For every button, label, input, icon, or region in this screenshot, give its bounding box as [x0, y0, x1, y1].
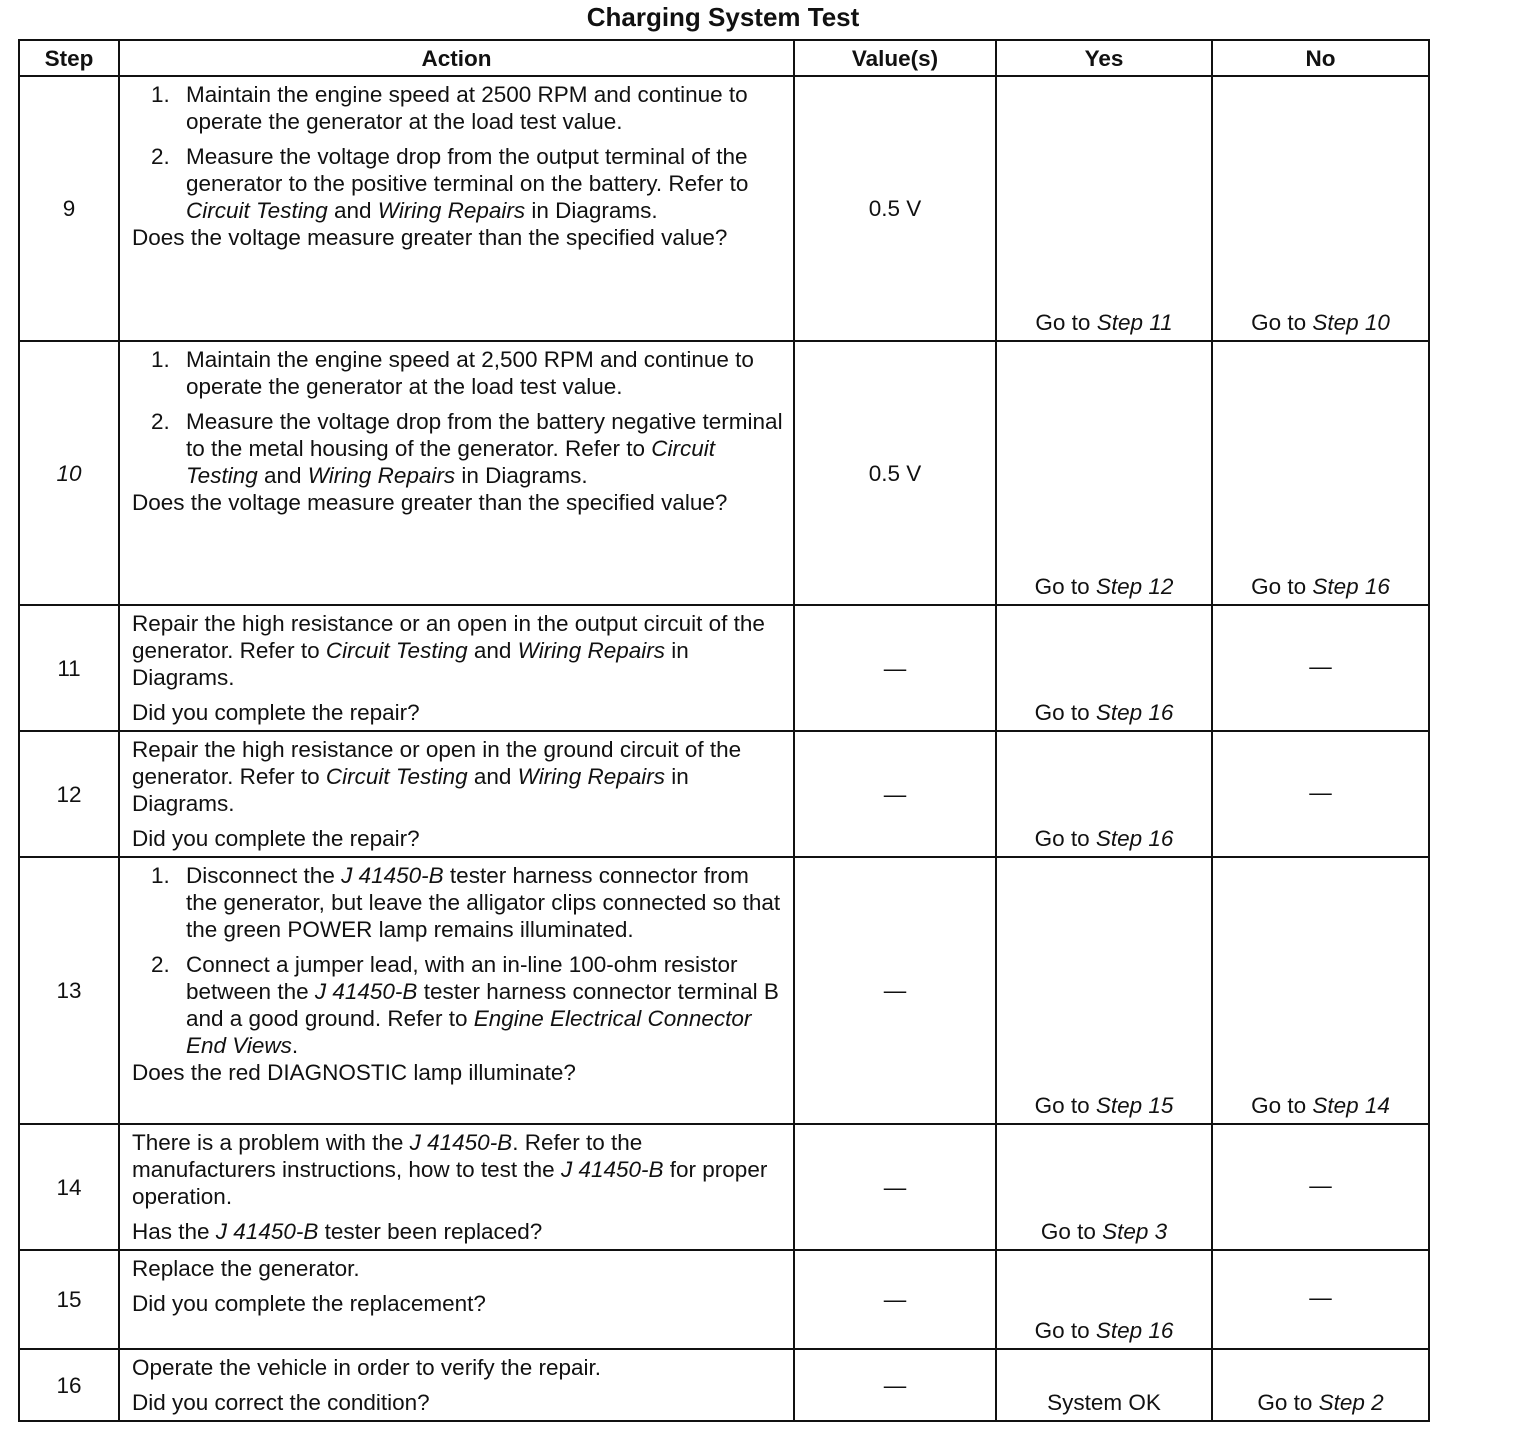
- action-cell: [119, 857, 794, 1124]
- action-cell: [119, 731, 794, 857]
- value-cell: 0.5 V: [794, 341, 996, 605]
- header-no: No: [1212, 40, 1429, 76]
- action-item: 2. Measure the voltage drop from the battery negative terminal to the metal housing of the generator. Refer to Circuit Testing and Wiring Repairs in Diagrams.: [176, 408, 785, 489]
- table-row-step-14: [19, 1124, 1429, 1250]
- table-row-step-15: [19, 1250, 1429, 1349]
- no-cell: Go to Step 16: [1212, 341, 1429, 605]
- table-row-step-12: [19, 731, 1429, 857]
- no-cell: —: [1212, 1124, 1429, 1250]
- value-cell: —: [794, 857, 996, 1124]
- action-question: Did you complete the repair?: [132, 826, 420, 851]
- action-text: Repair the high resistance or an open in the output circuit of the generator. Refer to Circuit Testing and Wiring Repairs in Diagrams.: [132, 611, 765, 690]
- header-action: Action: [119, 40, 794, 76]
- yes-cell: Go to Step 16: [996, 731, 1212, 857]
- action-text: Replace the generator.: [132, 1256, 360, 1281]
- table-title: Charging System Test: [586, 2, 860, 32]
- no-cell: —: [1212, 731, 1429, 857]
- action-question: Has the J 41450-B tester been replaced?: [132, 1219, 543, 1244]
- step-number: 9: [19, 76, 119, 341]
- yes-cell: Go to Step 3: [996, 1124, 1212, 1250]
- action-question: Did you complete the repair?: [132, 700, 420, 725]
- yes-cell: Go to Step 15: [996, 857, 1212, 1124]
- action-cell: [119, 76, 794, 341]
- value-cell: —: [794, 1349, 996, 1421]
- action-cell: [119, 1250, 794, 1349]
- charging-system-test-table: [18, 39, 1430, 1422]
- table-row-step-11: [19, 605, 1429, 731]
- header-values: Value(s): [794, 40, 996, 76]
- action-question: Does the red DIAGNOSTIC lamp illuminate?: [132, 1060, 576, 1085]
- header-step: Step: [19, 40, 119, 76]
- header-row: [19, 40, 1429, 76]
- action-item: 1. Disconnect the J 41450-B tester harness connector from the generator, but leave the alligator clips connected so that the green POWER lamp remains illuminated.: [176, 862, 785, 943]
- action-item: 1. Maintain the engine speed at 2500 RPM and continue to operate the generator at the load test value.: [176, 81, 785, 135]
- yes-cell: System OK: [996, 1349, 1212, 1421]
- header-yes: Yes: [996, 40, 1212, 76]
- action-question: Did you complete the replacement?: [132, 1291, 486, 1316]
- table-row-step-13: [19, 857, 1429, 1124]
- table-row-step-9: [19, 76, 1429, 341]
- table-row-step-10: [19, 341, 1429, 605]
- step-number: 14: [19, 1124, 119, 1250]
- action-question: Does the voltage measure greater than the specified value?: [132, 490, 728, 515]
- yes-cell: Go to Step 16: [996, 1250, 1212, 1349]
- step-number: 10: [19, 341, 119, 605]
- action-cell: [119, 341, 794, 605]
- action-text: Operate the vehicle in order to verify the repair.: [132, 1355, 601, 1380]
- action-cell: [119, 1349, 794, 1421]
- step-number: 13: [19, 857, 119, 1124]
- action-text: There is a problem with the J 41450-B. Refer to the manufacturers instructions, how to test the J 41450-B for proper operation.: [132, 1130, 768, 1209]
- action-item: 2. Measure the voltage drop from the output terminal of the generator to the positive terminal on the battery. Refer to Circuit Testing and Wiring Repairs in Diagrams.: [176, 143, 785, 224]
- no-cell: Go to Step 14: [1212, 857, 1429, 1124]
- value-cell: —: [794, 731, 996, 857]
- no-cell: —: [1212, 1250, 1429, 1349]
- table-row-step-16: [19, 1349, 1429, 1421]
- no-cell: Go to Step 2: [1212, 1349, 1429, 1421]
- action-question: Did you correct the condition?: [132, 1390, 430, 1415]
- action-text: Repair the high resistance or open in the ground circuit of the generator. Refer to Circuit Testing and Wiring Repairs in Diagrams.: [132, 737, 742, 816]
- action-question: Does the voltage measure greater than the specified value?: [132, 225, 728, 250]
- value-cell: —: [794, 605, 996, 731]
- step-number: 15: [19, 1250, 119, 1349]
- action-cell: [119, 605, 794, 731]
- value-cell: 0.5 V: [794, 76, 996, 341]
- value-cell: —: [794, 1250, 996, 1349]
- yes-cell: Go to Step 11: [996, 76, 1212, 341]
- no-cell: Go to Step 10: [1212, 76, 1429, 341]
- step-number: 12: [19, 731, 119, 857]
- step-number: 11: [19, 605, 119, 731]
- no-cell: —: [1212, 605, 1429, 731]
- step-number: 16: [19, 1349, 119, 1421]
- value-cell: —: [794, 1124, 996, 1250]
- action-item: 1. Maintain the engine speed at 2,500 RPM and continue to operate the generator at the load test value.: [176, 346, 785, 400]
- action-item: 2. Connect a jumper lead, with an in-line 100-ohm resistor between the J 41450-B tester harness connector terminal B and a good ground. Refer to Engine Electrical Connector End Views.: [176, 951, 785, 1059]
- yes-cell: Go to Step 16: [996, 605, 1212, 731]
- yes-cell: Go to Step 12: [996, 341, 1212, 605]
- action-cell: [119, 1124, 794, 1250]
